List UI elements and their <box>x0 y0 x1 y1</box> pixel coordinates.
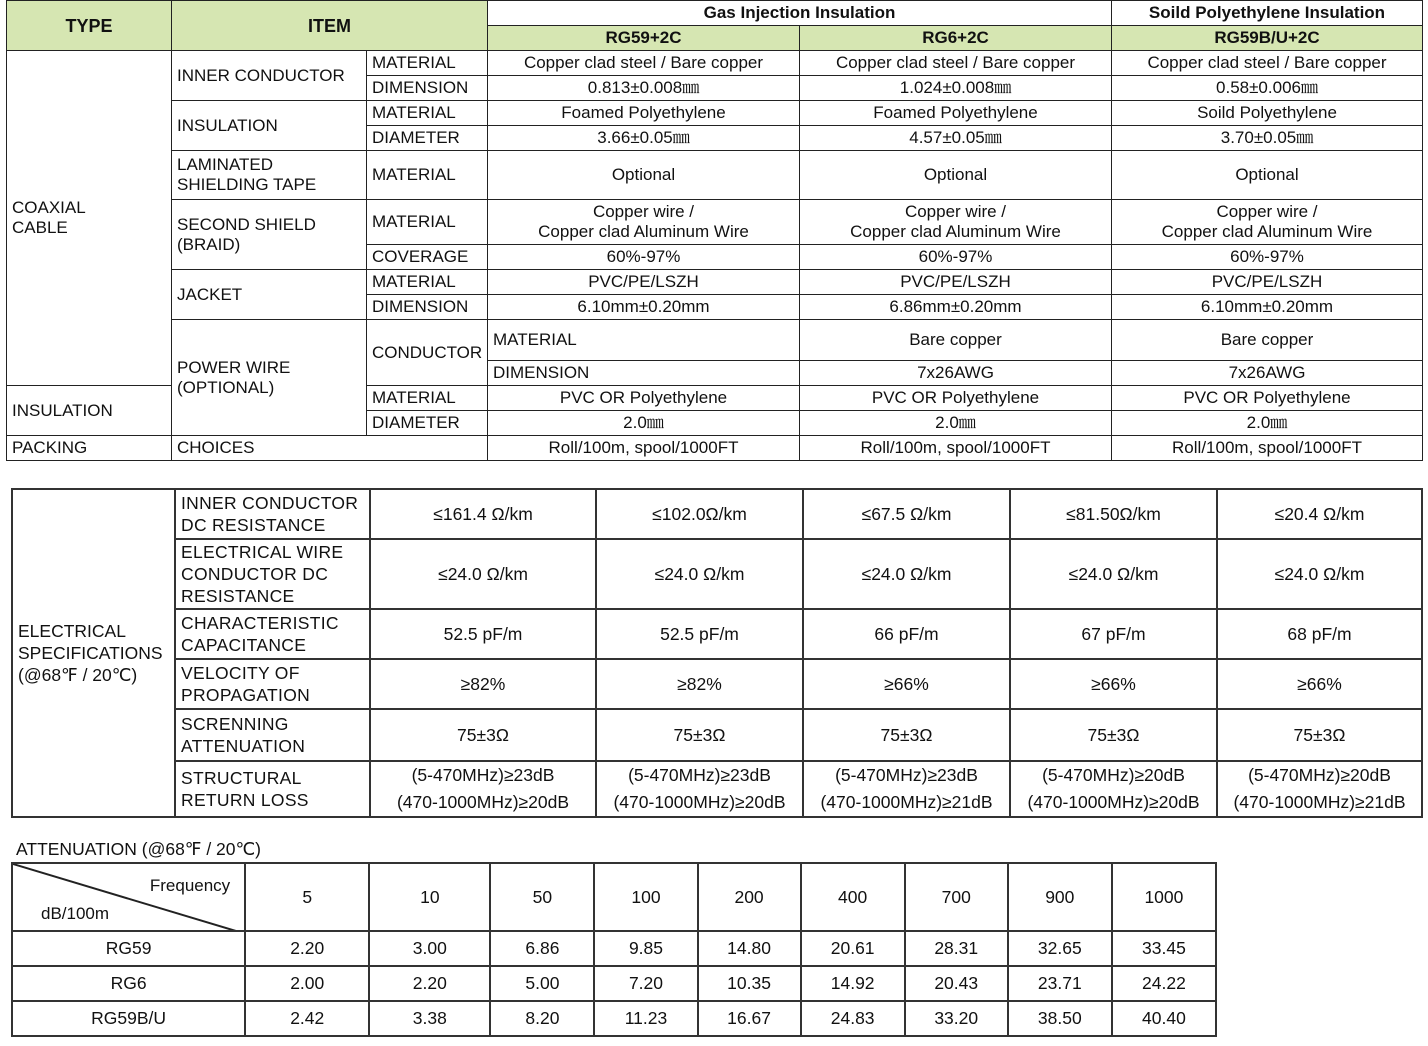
cell-line: Copper clad Aluminum Wire <box>850 222 1061 241</box>
cell: 7.20 <box>594 966 697 1001</box>
cell-line: (470-1000MHz)≥20dB <box>396 792 570 812</box>
item-conductor: CONDUCTOR <box>367 320 488 386</box>
cell: 60%-97% <box>1112 245 1423 270</box>
cell: 7x26AWG <box>1112 361 1423 386</box>
row-name: RG59 <box>12 931 245 966</box>
cell <box>370 761 596 817</box>
item-second-shield-label: SECOND SHIELD (BRAID) <box>177 214 316 254</box>
type-header: TYPE <box>7 1 172 51</box>
cell <box>1112 200 1423 245</box>
frequency-label: Frequency <box>149 876 231 895</box>
cell: 60%-97% <box>800 245 1112 270</box>
cell: 20.61 <box>801 931 905 966</box>
prop-material: MATERIAL <box>488 320 800 361</box>
freq-header: 200 <box>698 863 801 931</box>
item-second-shield <box>172 200 367 270</box>
cell: 67 pF/m <box>1010 609 1217 659</box>
row-label: SCRENNING ATTENUATION <box>175 709 370 761</box>
cell: 2.20 <box>245 931 369 966</box>
cell: 24.83 <box>801 1001 905 1036</box>
prop-diameter: DIAMETER <box>367 126 488 151</box>
freq-header: 100 <box>594 863 697 931</box>
cell-line: (5-470MHz)≥20dB <box>1042 765 1185 785</box>
freq-header: 50 <box>490 863 594 931</box>
db-unit-label: dB/100m <box>41 904 110 923</box>
cell: 6.10mm±0.20mm <box>1112 295 1423 320</box>
cell: 2.0㎜ <box>800 411 1112 436</box>
cell: 3.66±0.05㎜ <box>488 126 800 151</box>
freq-header: 400 <box>801 863 905 931</box>
cell: Bare copper <box>1112 320 1423 361</box>
cell: 60%-97% <box>488 245 800 270</box>
cell: 0.813±0.008㎜ <box>488 76 800 101</box>
item-laminated-label: LAMINATED SHIELDING TAPE <box>177 155 317 194</box>
cell-line: Copper wire / <box>592 202 695 221</box>
cell: 3.38 <box>369 1001 490 1036</box>
prop-material: MATERIAL <box>367 200 488 245</box>
cell <box>1217 761 1422 817</box>
electrical-type-label: ELECTRICAL SPECIFICATIONS (@68℉ / 20℃) <box>18 621 163 685</box>
cell: 8.20 <box>490 1001 594 1036</box>
cell: Roll/100m, spool/1000FT <box>800 436 1112 461</box>
prop-material: MATERIAL <box>367 386 488 411</box>
cell: 33.20 <box>905 1001 1008 1036</box>
prop-material: MATERIAL <box>367 151 488 200</box>
cell: ≥82% <box>370 659 596 709</box>
cell: 10.35 <box>698 966 801 1001</box>
section-coaxial <box>7 51 172 386</box>
cell: 6.10mm±0.20mm <box>488 295 800 320</box>
cell: 6.86mm±0.20mm <box>800 295 1112 320</box>
cell: Optional <box>800 151 1112 200</box>
model-rg59-header: RG59+2C <box>488 26 800 51</box>
section-coaxial-label: COAXIAL CABLE <box>12 198 86 237</box>
item-laminated-shielding <box>172 151 367 200</box>
cell: ≤81.50Ω/km <box>1010 489 1217 539</box>
attenuation-title: ATTENUATION (@68℉ / 20℃) <box>16 839 261 859</box>
cell: PVC OR Polyethylene <box>488 386 800 411</box>
cell: ≥82% <box>596 659 803 709</box>
cell: ≤20.4 Ω/km <box>1217 489 1422 539</box>
cell: 14.80 <box>698 931 801 966</box>
prop-dimension: DIMENSION <box>367 76 488 101</box>
cell: Foamed Polyethylene <box>800 101 1112 126</box>
cell: Soild Polyethylene <box>1112 101 1423 126</box>
cell: 5.00 <box>490 966 594 1001</box>
cell-line: (5-470MHz)≥23dB <box>835 765 978 785</box>
cell-line: (470-1000MHz)≥20dB <box>613 792 786 812</box>
cell: 33.45 <box>1112 931 1216 966</box>
cell: 52.5 pF/m <box>596 609 803 659</box>
cell <box>1010 761 1217 817</box>
prop-diameter: DIAMETER <box>367 411 488 436</box>
cell: 14.92 <box>801 966 905 1001</box>
cell-line: (5-470MHz)≥23dB <box>411 765 555 785</box>
cell: Roll/100m, spool/1000FT <box>1112 436 1423 461</box>
cell: 2.00 <box>245 966 369 1001</box>
cell: ≤24.0 Ω/km <box>370 539 596 609</box>
gas-injection-header: Gas Injection Insulation <box>488 1 1112 26</box>
row-label: VELOCITY OF PROPAGATION <box>175 659 370 709</box>
solid-pe-header: Soild Polyethylene Insulation <box>1112 1 1423 26</box>
row-name: RG6 <box>12 966 245 1001</box>
cell <box>803 761 1010 817</box>
prop-material: MATERIAL <box>367 51 488 76</box>
cell: Optional <box>488 151 800 200</box>
item-insulation: INSULATION <box>172 101 367 151</box>
cell: ≥66% <box>1010 659 1217 709</box>
cell: 3.70±0.05㎜ <box>1112 126 1423 151</box>
cell: PVC OR Polyethylene <box>1112 386 1423 411</box>
cell: 20.43 <box>905 966 1008 1001</box>
cell: ≤102.0Ω/km <box>596 489 803 539</box>
item-inner-conductor: INNER CONDUCTOR <box>172 51 367 101</box>
cell: 40.40 <box>1112 1001 1216 1036</box>
cell: ≤24.0 Ω/km <box>803 539 1010 609</box>
cable-spec-table <box>6 0 1423 461</box>
cell <box>596 761 803 817</box>
row-name: RG59B/U <box>12 1001 245 1036</box>
cell: 75±3Ω <box>1010 709 1217 761</box>
cell: ≥66% <box>803 659 1010 709</box>
cell: PVC/PE/LSZH <box>1112 270 1423 295</box>
prop-coverage: COVERAGE <box>367 245 488 270</box>
cell-line: (470-1000MHz)≥20dB <box>1027 792 1200 812</box>
cell-line: Copper clad Aluminum Wire <box>538 222 749 241</box>
cell: 38.50 <box>1008 1001 1112 1036</box>
cell-line: (5-470MHz)≥23dB <box>628 765 771 785</box>
cell: Foamed Polyethylene <box>488 101 800 126</box>
cell: Copper clad steel / Bare copper <box>488 51 800 76</box>
cell: ≥66% <box>1217 659 1422 709</box>
cell: 9.85 <box>594 931 697 966</box>
cell: PVC/PE/LSZH <box>488 270 800 295</box>
cell: 68 pF/m <box>1217 609 1422 659</box>
cell: Copper clad steel / Bare copper <box>800 51 1112 76</box>
cell: 2.0㎜ <box>1112 411 1423 436</box>
section-packing: PACKING <box>7 436 172 461</box>
row-label: INNER CONDUCTOR DC RESISTANCE <box>175 489 370 539</box>
cell-line: Copper wire / <box>1216 202 1318 221</box>
cell: PVC/PE/LSZH <box>800 270 1112 295</box>
cell: 2.0㎜ <box>488 411 800 436</box>
cell: 66 pF/m <box>803 609 1010 659</box>
cell: 23.71 <box>1008 966 1112 1001</box>
model-rg6-header: RG6+2C <box>800 26 1112 51</box>
cell: 2.42 <box>245 1001 369 1036</box>
prop-material: MATERIAL <box>367 101 488 126</box>
electrical-spec-table <box>11 488 1423 818</box>
cell: 75±3Ω <box>596 709 803 761</box>
freq-header: 700 <box>905 863 1008 931</box>
cell: ≤24.0 Ω/km <box>1217 539 1422 609</box>
cell: 75±3Ω <box>370 709 596 761</box>
cell <box>488 200 800 245</box>
prop-material: MATERIAL <box>367 270 488 295</box>
cell: 32.65 <box>1008 931 1112 966</box>
cell: ≤24.0 Ω/km <box>1010 539 1217 609</box>
item-power-insulation: INSULATION <box>7 386 172 436</box>
cell <box>800 200 1112 245</box>
electrical-type <box>12 489 175 817</box>
freq-header: 900 <box>1008 863 1112 931</box>
section-power-label: POWER WIRE (OPTIONAL) <box>177 357 291 397</box>
freq-header: 5 <box>245 863 369 931</box>
model-rg59bu-header: RG59B/U+2C <box>1112 26 1423 51</box>
row-label: ELECTRICAL WIRE CONDUCTOR DC RESISTANCE <box>175 539 370 609</box>
cell: ≤161.4 Ω/km <box>370 489 596 539</box>
item-choices: CHOICES <box>172 436 488 461</box>
cell: 24.22 <box>1112 966 1216 1001</box>
row-label: STRUCTURAL RETURN LOSS <box>175 761 370 817</box>
cell: Copper clad steel / Bare copper <box>1112 51 1423 76</box>
cell: 7x26AWG <box>800 361 1112 386</box>
cell: 3.00 <box>369 931 490 966</box>
item-jacket: JACKET <box>172 270 367 320</box>
cell: 11.23 <box>594 1001 697 1036</box>
cell-line: (470-1000MHz)≥21dB <box>1233 792 1406 812</box>
cell: 4.57±0.05㎜ <box>800 126 1112 151</box>
prop-dimension: DIMENSION <box>367 295 488 320</box>
cell-line: (470-1000MHz)≥21dB <box>820 792 993 812</box>
cell: Bare copper <box>800 320 1112 361</box>
cell: 6.86 <box>490 931 594 966</box>
corner-header <box>12 863 245 931</box>
cell: 75±3Ω <box>1217 709 1422 761</box>
freq-header: 1000 <box>1112 863 1216 931</box>
cell-line: Copper clad Aluminum Wire <box>1161 222 1373 241</box>
cell: 52.5 pF/m <box>370 609 596 659</box>
prop-dimension: DIMENSION <box>488 361 800 386</box>
cell: ≤24.0 Ω/km <box>596 539 803 609</box>
cell: 1.024±0.008㎜ <box>800 76 1112 101</box>
cell: Optional <box>1112 151 1423 200</box>
cell: Roll/100m, spool/1000FT <box>488 436 800 461</box>
section-power-wire <box>172 320 367 436</box>
row-label: CHARACTERISTIC CAPACITANCE <box>175 609 370 659</box>
cell: 28.31 <box>905 931 1008 966</box>
cell: 75±3Ω <box>803 709 1010 761</box>
cell: 16.67 <box>698 1001 801 1036</box>
cell: PVC OR Polyethylene <box>800 386 1112 411</box>
cell: ≤67.5 Ω/km <box>803 489 1010 539</box>
item-header: ITEM <box>172 1 488 51</box>
cell-line: (5-470MHz)≥20dB <box>1248 765 1391 785</box>
cell: 0.58±0.006㎜ <box>1112 76 1423 101</box>
freq-header: 10 <box>369 863 490 931</box>
cell-line: Copper wire / <box>904 202 1007 221</box>
attenuation-table <box>11 862 1217 1037</box>
cell: 2.20 <box>369 966 490 1001</box>
